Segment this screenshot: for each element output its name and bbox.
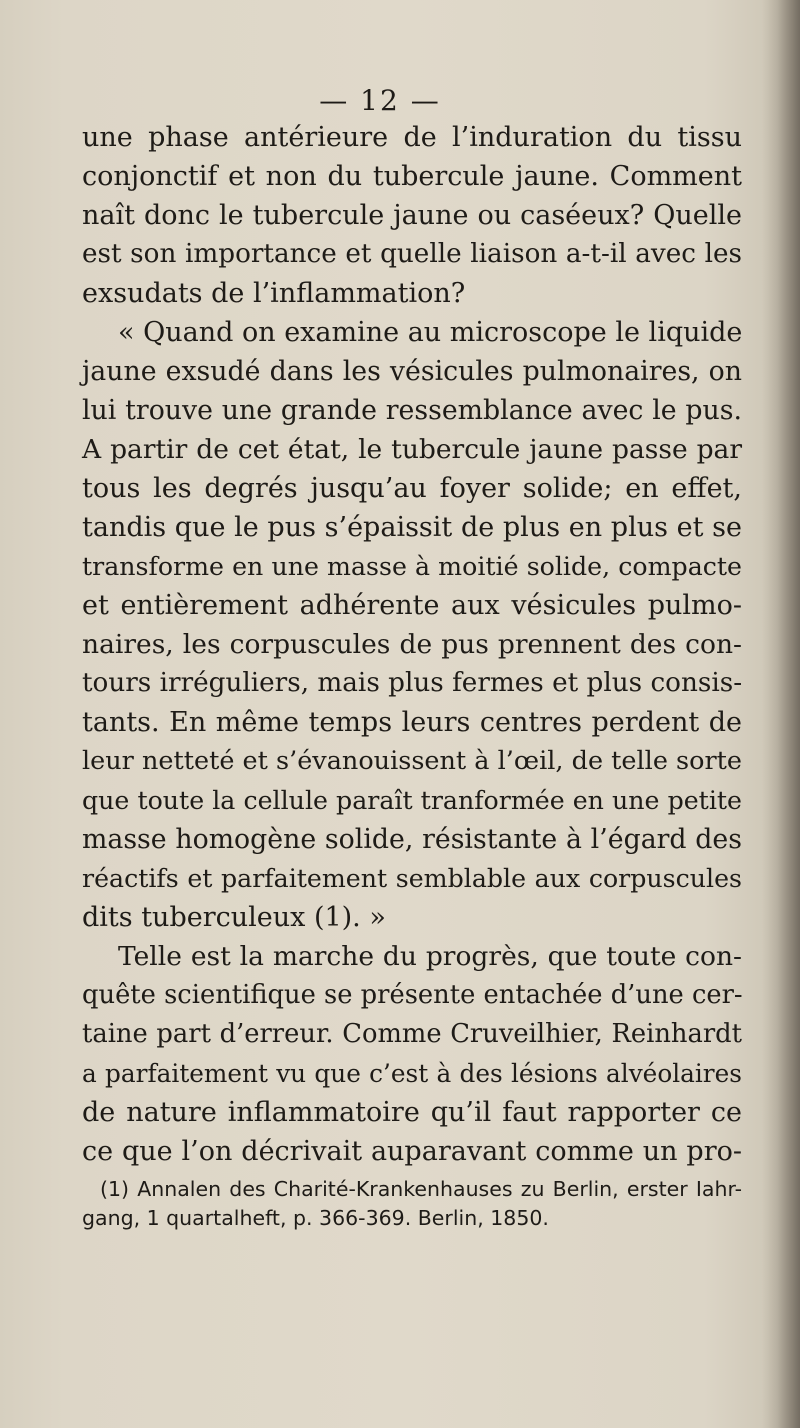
text-line: tours irréguliers, mais plus fermes et plus consis- <box>82 668 743 698</box>
text-line: réactifs et parfaitement semblable aux corpuscules <box>82 864 742 893</box>
text-line: est son importance et quelle liaison a-t-il avec les <box>82 239 742 269</box>
text-line: lui trouve une grande ressemblance avec le pus. <box>82 395 742 426</box>
text-line: transforme en une masse à moitié solide, compacte <box>82 552 742 581</box>
text-line: A partir de cet état, le tubercule jaune passe par <box>82 434 742 465</box>
text-line: jaune exsudé dans les vésicules pulmonaires, on <box>82 356 742 387</box>
text-line: « Quand on examine au microscope le liquide <box>118 317 743 348</box>
text-line: tous les degrés jusqu’au foyer solide; en effet, <box>82 473 742 504</box>
text-line: ce que l’on décrivait auparavant comme un pro- <box>82 1136 742 1167</box>
footnote <box>82 1175 742 1233</box>
text-line: leur netteté et s’évanouissent à l’œil, de telle sorte <box>82 746 742 776</box>
text-line: a parfaitement vu que c’est à des lésions alvéolaires <box>82 1059 742 1088</box>
text-line: tandis que le pus s’épaissit de plus en plus et se <box>82 512 742 543</box>
body-text <box>82 118 742 1171</box>
text-line: Telle est la marche du progrès, que toute con- <box>118 941 742 972</box>
page-edge-shadow <box>762 0 800 1428</box>
text-line: taine part d’erreur. Comme Cruveilhier, Reinhardt <box>82 1019 742 1049</box>
text-line: conjonctif et non du tubercule jaune. Comment <box>82 161 742 192</box>
text-line: quête scientifique se présente entachée d’une cer- <box>82 980 743 1010</box>
text-line: de nature inflammatoire qu’il faut rapporter ce <box>82 1097 742 1128</box>
text-line: tants. En même temps leurs centres perdent de <box>82 707 742 738</box>
text-line: dits tuberculeux (1). » <box>82 902 386 933</box>
footnote-line: (1) Annalen des Charité-Krankenhauses zu Berlin, erster Iahr- <box>100 1177 742 1201</box>
text-line: naires, les corpuscules de pus prennent des con- <box>82 629 742 660</box>
text-line: une phase antérieure de l’induration du tissu <box>82 122 742 153</box>
text-line: que toute la cellule paraît tranformée en une petite <box>82 786 742 815</box>
page-number: — 12 — <box>319 84 441 117</box>
text-line: et entièrement adhérente aux vésicules pulmo- <box>82 590 742 621</box>
footnote-line: gang, 1 quartalheft, p. 366-369. Berlin, 1850. <box>82 1206 549 1230</box>
text-line: naît donc le tubercule jaune ou caséeux? Quelle <box>82 200 742 231</box>
text-line: masse homogène solide, résistante à l’égard des <box>82 824 742 855</box>
text-line: exsudats de l’inflammation? <box>82 278 466 309</box>
